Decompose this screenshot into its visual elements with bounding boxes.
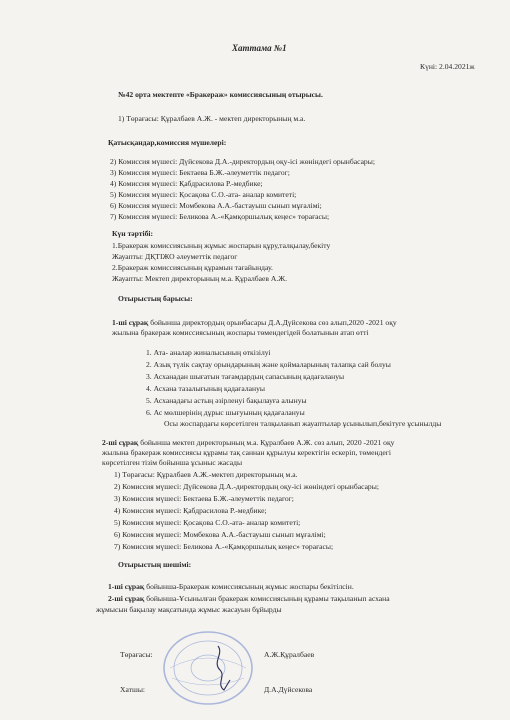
list-item: 5) Комиссия мүшесі: Қосақова С.О.-ата- аналар комитеті; [110,190,297,199]
list-item: 2. Азық түлік сақтау орындарының және қоймаларының талапқа сай болуы [146,360,391,369]
decision-2: 2-ші сұрақ бойынша-Ұсынылған бракераж комиссиясының құрамы тақыланып асхана [108,594,390,603]
document-title: Хаттама №1 [232,43,287,53]
agenda-item: Жауапты: ДҚТІЖО әлеуметтік педагог [112,252,238,261]
decision-2-text: жұмысын бақылау мақсатында жұмыс жасауын бұйырды [96,605,282,614]
list-item: 5) Комиссия мүшесі: Қосақова С.О.-ата- аналар комитеті; [114,518,301,527]
question-2-text: көрсетілген тізім бойынша ұсыныс жасады [102,458,243,467]
list-item: 2) Комиссия мүшесі: Дүйсекова Д.А.-директордың оқу-ісі жөніндегі орынбасары; [110,157,375,166]
list-item: 1. Ата- аналар жиналысының өткізілуі [146,348,271,357]
agenda-item: 2.Бракераж комиссиясының құрамын тағайындау. [112,263,273,272]
list-item: 7) Комиссия мүшесі: Беликова А.-«Қамқоршылық кеңес» төрағасы; [110,212,330,221]
list-item: 6. Ас мөлшерінің дұрыс шығуының қадағалануы [146,408,305,417]
list-item: 4. Асхана тазалығының қадағалануы [146,384,265,393]
chair-line: 1) Төрағасы: Құралбаев А.Ж. - мектеп директорының м.а. [118,114,306,123]
chair-signature-label: Төрағасы: [120,650,153,659]
agenda-heading: Күн тәртібі: [112,229,154,238]
proceedings-heading: Отырыстың барысы: [118,294,193,303]
question-1-text: жылына бракераж комиссиясының жоспары төмендегідей болатынын атап өтті [112,328,369,337]
secretary-signature-label: Хатшы: [120,685,146,694]
agenda-item: 1.Бракераж комиссиясының жұмыс жоспарын құру,талқылау,бекіту [112,241,331,250]
list-item: 3) Комиссия мүшесі: Бектаева Б.Ж.-әлеуметтік педагог; [110,168,290,177]
list-item: 4) Комиссия мүшесі: Қабдрасилова Р.-медбике; [110,179,263,188]
question-2-text: жылына бракераж комиссиясы құрамы тақ саннан құрылуы керектігін ескеріп, төмендегі [102,448,391,457]
question-2-label: 2-ші сұрақ [102,438,139,447]
members-heading: Қатысқандар,комиссия мүшелері: [108,138,227,147]
list-item: 3. Асханадан шығатын тағамдардың сапасының қадағалануы [146,372,345,381]
list-item: 7) Комиссия мүшесі: Беликова А.-«Қамқоршылық кеңес» төрағасы; [114,542,334,551]
document-date: Күні: 2.04.2021ж [420,62,475,71]
list-item: 6) Комиссия мүшесі: Момбекова А.А.-бастауыш сынып мұғалімі; [110,201,322,210]
list-item: 1) Төрағасы: Құралбаев А.Ж.-мектеп директорының м.а. [114,470,298,479]
list-item: 5. Асханадағы астың әзірленуі бақылауға алынуы [146,396,307,405]
list-item: 3) Комиссия мүшесі: Бектаева Б.Ж.-әлеуметтік педагог; [114,494,294,503]
question-1-label: 1-ші сұрақ [112,318,149,327]
agenda-item: Жауапты: Мектеп директорының м.а. Құралбаев А.Ж. [112,274,287,283]
question-2-paragraph: 2-ші сұрақ бойынша мектеп директорының м.а. Құралбаев А.Ж. сөз алып, 2020 -2021 оқу [102,438,395,447]
list-item: 6) Комиссия мүшесі: Момбекова А.А.-бастауыш сынып мұғалімі; [114,530,326,539]
decision-1-label: 1-ші сұрақ [108,582,145,591]
decision-1: 1-ші сұрақ бойынша-Бракераж комиссиясының жұмыс жоспары бекітілсін. [108,582,354,591]
meeting-heading: №42 орта мектепте «Бракераж» комиссиясының отырысы. [118,90,323,99]
school-stamp [160,628,256,708]
secretary-signature-name: Д.А.Дүйсекова [264,685,313,694]
decision-heading: Отырыстың шешімі: [118,560,192,569]
chair-signature-name: А.Ж.Құралбаев [264,650,315,659]
list-item: 4) Комиссия мүшесі: Қабдрасилова Р.-медбике; [114,506,267,515]
decision-2-label: 2-ші сұрақ [108,594,145,603]
signature-mark [217,646,230,690]
question-1-paragraph: 1-ші сұрақ бойынша директордың орынбасары Д.А.Дүйсекова сөз алып,2020 -2021 оқу [112,318,397,327]
plan-note: Осы жоспардағы көрсетілген талқыланып жауаптылар ұсынылып,бекітуге ұсынылды [164,419,442,428]
list-item: 2) Комиссия мүшесі: Дүйсекова Д.А.-директордың оқу-ісі жөніндегі орынбасары; [114,482,379,491]
